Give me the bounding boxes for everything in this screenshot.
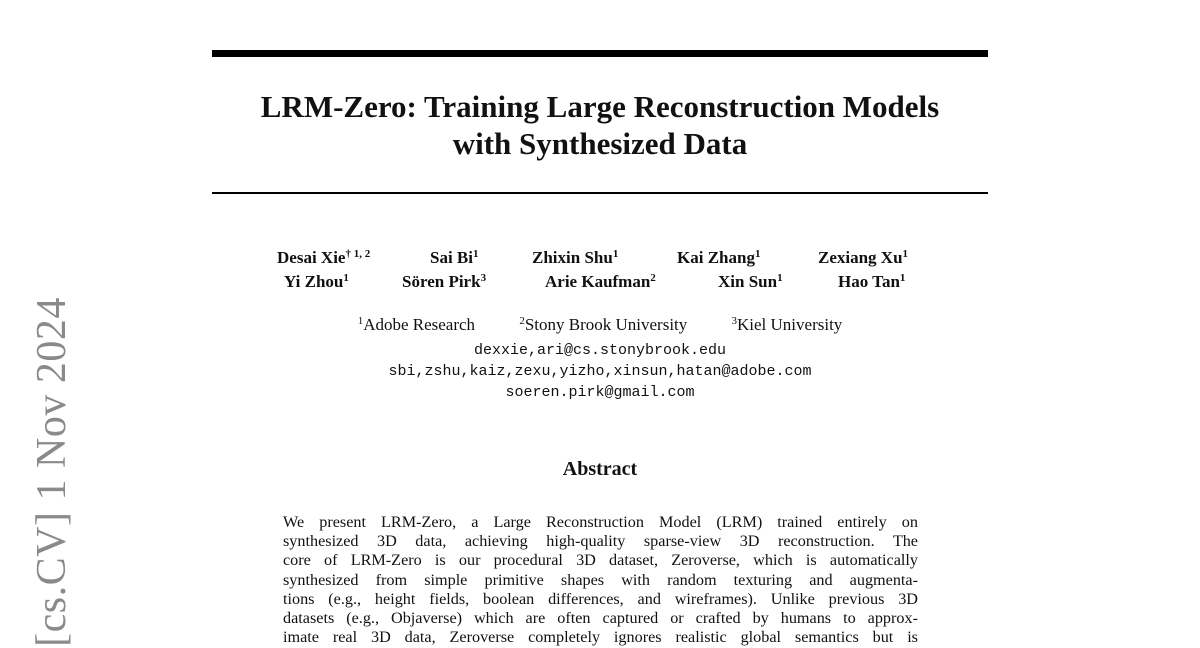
abstract-line: datasets (e.g., Objaverse) which are often captured or crafted by humans to approx- bbox=[283, 609, 918, 628]
abstract-line: We present LRM-Zero, a Large Reconstruction Model (LRM) trained entirely on bbox=[283, 513, 918, 531]
author: Arie Kaufman$^2$ bbox=[545, 272, 656, 291]
paper-title bbox=[212, 88, 988, 162]
arxiv-stamp: [cs.CV] 1 Nov 2024 bbox=[29, 297, 75, 647]
abstract-heading: Abstract bbox=[562, 458, 638, 480]
abstract-line: synthesized from simple primitive shapes with random texturing and augmenta- bbox=[283, 570, 918, 589]
author: Hao Tan$^1$ bbox=[838, 272, 906, 291]
affiliation: $^3$Kiel University bbox=[731, 315, 843, 334]
title-line-2: with Synthesized Data bbox=[452, 126, 748, 161]
affiliation: $^1$Adobe Research bbox=[357, 315, 476, 334]
author: Yi Zhou$^1$ bbox=[284, 272, 349, 291]
author: Xin Sun$^1$ bbox=[718, 272, 783, 291]
affiliation: $^2$Stony Brook University bbox=[519, 315, 688, 334]
author-emails bbox=[212, 340, 988, 403]
author: Kai Zhang$^1$ bbox=[677, 248, 761, 267]
email-line[interactable]: soeren.pirk@gmail.com bbox=[505, 384, 695, 401]
abstract-body bbox=[283, 513, 918, 647]
author: Zexiang Xu$^1$ bbox=[818, 248, 909, 267]
title-line-1: LRM-Zero: Training Large Reconstruction Models bbox=[260, 89, 940, 124]
email-line[interactable]: sbi,zshu,kaiz,zexu,yizho,xinsun,hatan@adobe.com bbox=[388, 363, 812, 380]
affiliations bbox=[212, 315, 988, 335]
abstract-line: synthesized 3D data, achieving high-quality sparse-view 3D reconstruction. The bbox=[283, 532, 918, 551]
abstract-line: core of LRM-Zero is our procedural 3D dataset, Zeroverse, which is automatically bbox=[283, 551, 918, 570]
abstract-line: tions (e.g., height fields, boolean differences, and wireframes). Unlike previous 3D bbox=[283, 589, 918, 608]
author: Zhixin Shu$^1$ bbox=[532, 248, 619, 267]
author: Sören Pirk$^3$ bbox=[402, 272, 487, 291]
abstract-line: imate real 3D data, Zeroverse completely ignores realistic global semantics but is bbox=[283, 628, 918, 647]
author: Desai Xie$^{\dagger 1, 2}$ bbox=[277, 248, 371, 267]
title-top-rule bbox=[212, 50, 988, 57]
title-bottom-rule bbox=[212, 192, 988, 194]
email-line[interactable]: dexxie,ari@cs.stonybrook.edu bbox=[473, 342, 727, 359]
author: Sai Bi$^1$ bbox=[430, 248, 479, 267]
